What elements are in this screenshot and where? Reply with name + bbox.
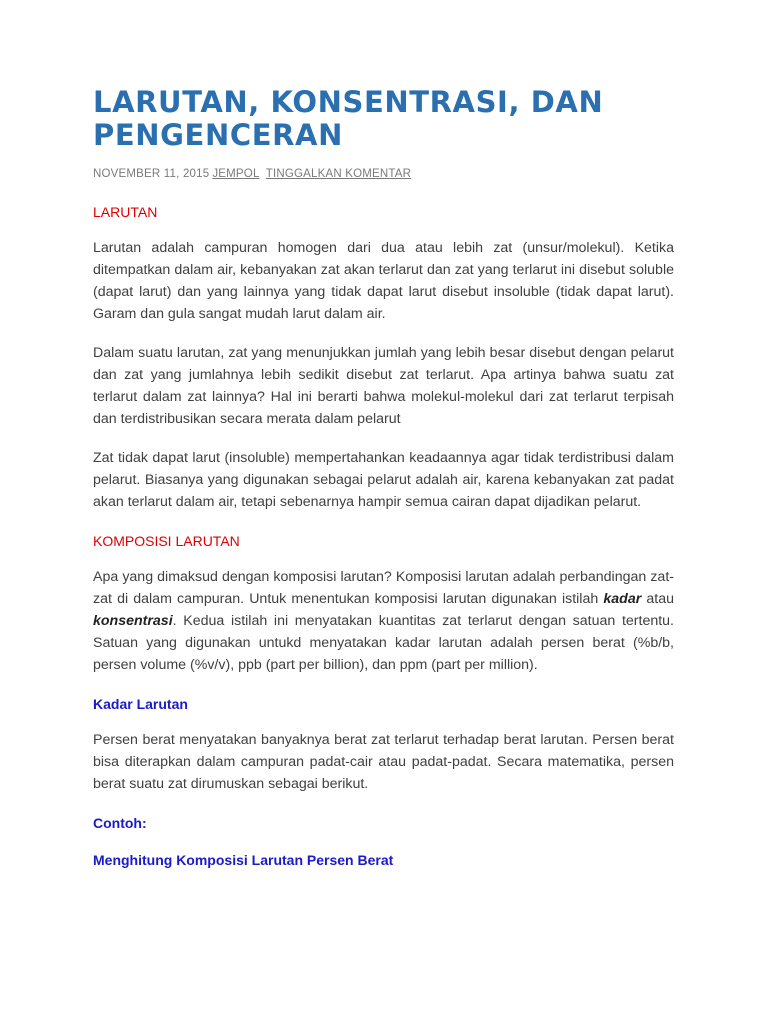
komposisi-text-2: atau	[641, 591, 674, 607]
keyword-kadar: kadar	[603, 591, 642, 607]
post-date: NOVEMBER 11, 2015	[93, 168, 210, 180]
paragraph-larutan-2: Dalam suatu larutan, zat yang menunjukkan jumlah yang lebih besar disebut dengan pelarut dan zat yang jumlahnya lebih sedikit disebut zat terlarut. Apa artinya bahwa suatu zat terlarut dalam zat lainnya? Hal ini berarti bahwa molekul-molekul dari zat terlarut terpisah dan terdistribusikan secara merata dalam pelarut	[93, 345, 674, 427]
section-heading-komposisi: KOMPOSISI LARUTAN	[93, 533, 240, 549]
paragraph-larutan-1: Larutan adalah campuran homogen dari dua atau lebih zat (unsur/molekul). Ketika ditempatkan dalam air, kebanyakan zat akan terlarut dan zat yang terlarut ini disebut soluble (dapat larut) dan yang lainnya yang tidak dapat larut disebut insoluble (tidak dapat larut). Garam dan gula sangat mudah larut dalam air.	[93, 240, 674, 322]
author-link[interactable]: JEMPOL	[212, 168, 260, 180]
komposisi-text-1: Apa yang dimaksud dengan komposisi larutan? Komposisi larutan adalah perbandingan zat-zat di dalam campuran. Untuk menentukan komposisi larutan digunakan istilah	[93, 569, 674, 607]
keyword-konsentrasi: konsentrasi	[93, 613, 173, 629]
section-heading-larutan: LARUTAN	[93, 204, 158, 220]
contoh-heading: Contoh:	[93, 815, 147, 831]
post-meta	[93, 167, 674, 181]
leave-comment-link[interactable]: TINGGALKAN KOMENTAR	[265, 168, 412, 180]
komposisi-text-3: . Kedua istilah ini menyatakan kuantitas zat terlarut dengan satuan tertentu. Satuan yang digunakan untukd menyatakan kadar larutan adalah persen berat (%b/b, persen volume (%v/v), ppb (part per billion), dan ppm (part per million).	[93, 613, 674, 673]
paragraph-komposisi	[93, 566, 674, 676]
page-title: LARUTAN, KONSENTRASI, DAN PENGENCERAN	[93, 85, 604, 152]
paragraph-kadar-larutan: Persen berat menyatakan banyaknya berat zat terlarut terhadap berat larutan. Persen berat bisa diterapkan dalam campuran padat-cair atau padat-padat. Secara matematika, persen berat suatu zat dirumuskan sebagai berikut.	[93, 732, 674, 792]
example-heading: Menghitung Komposisi Larutan Persen Berat	[93, 852, 394, 868]
section-heading-kadar-larutan: Kadar Larutan	[93, 696, 188, 712]
paragraph-larutan-3: Zat tidak dapat larut (insoluble) mempertahankan keadaannya agar tidak terdistribusi dalam pelarut. Biasanya yang digunakan sebagai pelarut adalah air, karena kebanyakan zat padat akan terlarut dalam air, tetapi sebenarnya hampir semua cairan dapat dijadikan pelarut.	[93, 450, 674, 510]
